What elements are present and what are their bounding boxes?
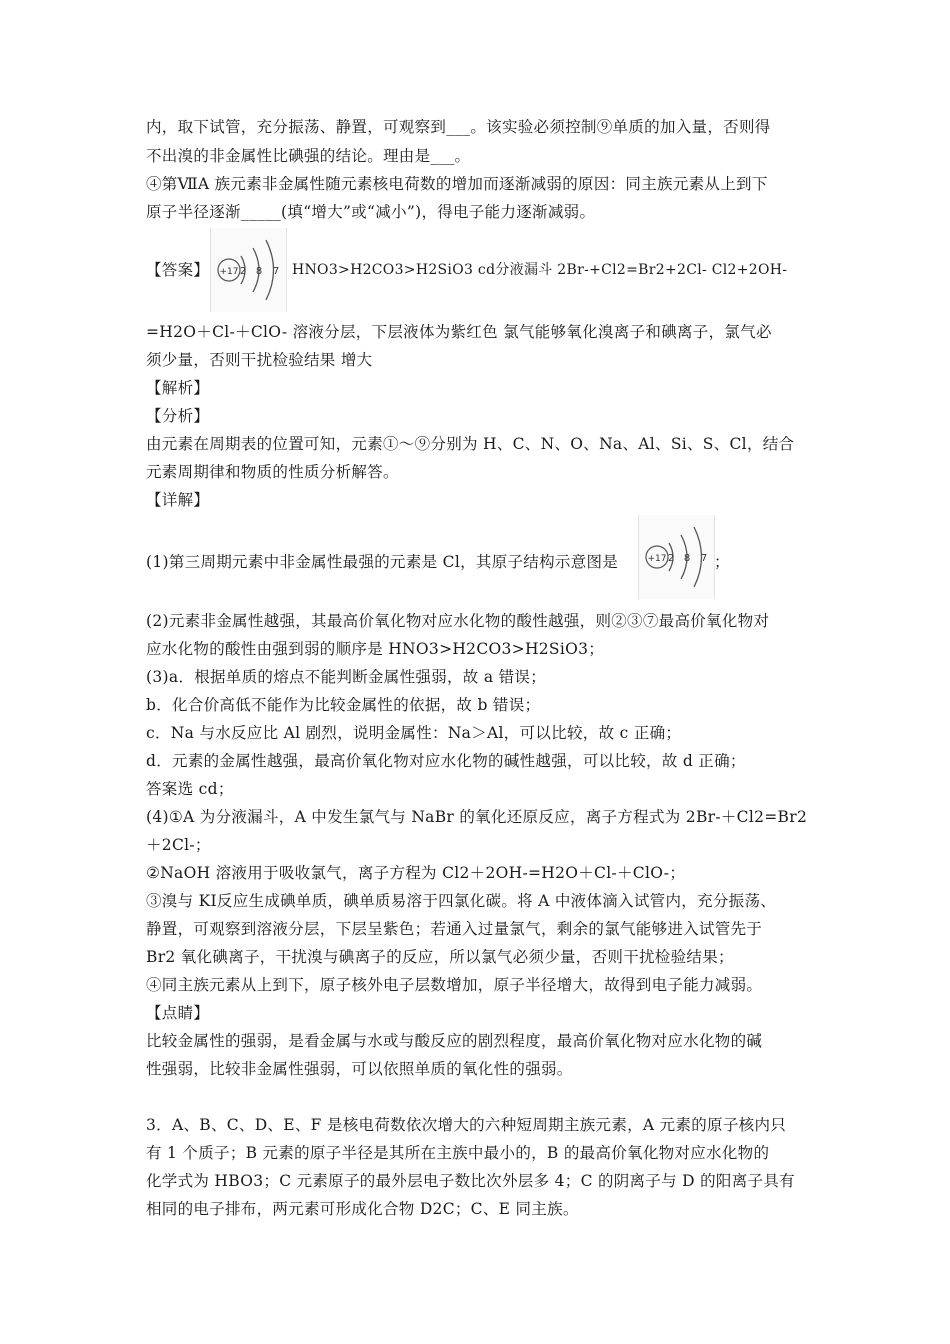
text-line: 应水化物的酸性由强到弱的顺序是 HNO3>H2CO3>H2SiO3；: [146, 640, 605, 658]
text-line: (4)①A 为分液漏斗，A 中发生氯气与 NaBr 的氧化还原反应，离子方程式为 2Br-＋Cl2=Br2: [146, 808, 808, 826]
text-line: 元素周期律和物质的性质分析解答。: [146, 463, 399, 481]
atom-diagram-svg: [639, 515, 714, 599]
text-line: ；: [714, 553, 730, 571]
text-line: 由元素在周期表的位置可知，元素①～⑨分别为 H、C、N、O、Na、Al、Si、S、Cl，结合: [146, 435, 795, 453]
text-line: ＋2Cl-；: [146, 836, 211, 854]
text-line: 比较金属性的强弱，是看金属与水或与酸反应的剧烈程度，最高价氧化物对应水化物的碱: [146, 1032, 763, 1050]
text-line: Br2 氧化碘离子，干扰溴与碘离子的反应，所以氯气必须少量，否则干扰检验结果；: [146, 948, 734, 966]
text-line: 化学式为 HBO3；C 元素原子的最外层电子数比次外层多 4；C 的阴离子与 D 的阳离子具有: [146, 1172, 795, 1190]
atom-structure-diagram: [210, 228, 287, 312]
text-line: ③溴与 KI反应生成碘单质，碘单质易溶于四氯化碳。将 A 中液体滴入试管内，充分振荡、: [146, 892, 777, 910]
text-line: 答案选 cd；: [146, 780, 234, 798]
text-line: 静置，可观察到溶液分层，下层呈紫色；若通入过量氯气，剩余的氯气能够进入试管先于: [146, 920, 763, 938]
text-line: 须少量，否则干扰检验结果 增大: [146, 351, 373, 369]
atom-structure-diagram: [638, 515, 715, 599]
text-line: (3)a．根据单质的熔点不能判断金属性强弱，故 a 错误；: [146, 668, 546, 686]
text-line: ④第ⅦA 族元素非金属性随元素核电荷数的增加而逐渐减弱的原因：同主族元素从上到下: [146, 175, 768, 193]
section-heading: 【分析】: [146, 407, 210, 425]
shell-electron-count: 7: [700, 553, 708, 564]
text-line: 不出溴的非金属性比碘强的结论。理由是___。: [146, 147, 471, 165]
nucleus-charge-label: +17: [647, 554, 667, 564]
shell-electron-count: 7: [272, 266, 280, 277]
text-line: d．元素的金属性越强，最高价氧化物对应水化物的碱性越强，可以比较，故 d 正确；: [146, 752, 746, 770]
text-line: c．Na 与水反应比 Al 剧烈，说明金属性：Na＞Al，可以比较，故 c 正确；: [146, 724, 682, 742]
answer-line: HNO3>H2CO3>H2SiO3 cd分液漏斗 2Br-+Cl2=Br2+2Cl- Cl2+2OH-: [292, 262, 788, 278]
text-line: =H2O＋Cl-＋ClO- 溶液分层，下层液体为紫红色 氯气能够氧化溴离子和碘离子，氯气必: [146, 323, 772, 341]
text-line: (1)第三周期元素中非金属性最强的元素是 Cl，其原子结构示意图是: [146, 553, 619, 571]
section-heading: 【详解】: [146, 491, 210, 509]
shell-electron-count: 8: [683, 553, 691, 564]
text-line: (2)元素非金属性越强，其最高价氧化物对应水化物的酸性越强，则②③⑦最高价氧化物对: [146, 612, 770, 630]
text-line: ②NaOH 溶液用于吸收氯气，离子方程为 Cl2＋2OH-=H2O＋Cl-＋ClO-；: [146, 864, 686, 882]
question-3-line: 3．A、B、C、D、E、F 是核电荷数依次增大的六种短周期主族元素，A 元素的原子核内只: [146, 1116, 787, 1134]
text-line: 性强弱，比较非金属性强弱，可以依照单质的氧化性的强弱。: [146, 1060, 573, 1078]
text-line: 有 1 个质子；B 元素的原子半径是其所在主族中最小的，B 的最高价氧化物对应水化物的: [146, 1144, 770, 1162]
section-heading: 【点睛】: [146, 1004, 210, 1022]
section-heading: 【解析】: [146, 379, 210, 397]
nucleus-charge-label: +17: [219, 267, 239, 277]
text-line: b．化合价高低不能作为比较金属性的依据，故 b 错误；: [146, 696, 541, 714]
shell-electron-count: 8: [255, 266, 263, 277]
text-line: ④同主族元素从上到下，原子核外电子层数增加，原子半径增大，故得到电子能力减弱。: [146, 976, 763, 994]
answer-heading: 【答案】: [146, 261, 210, 279]
shell-electron-count: 2: [239, 266, 247, 277]
text-line: 内，取下试管，充分振荡、静置，可观察到___。该实验必须控制⑨单质的加入量，否则得: [146, 118, 771, 136]
text-line: 相同的电子排布，两元素可形成化合物 D2C；C、E 同主族。: [146, 1200, 579, 1218]
text-line: 原子半径逐渐_____(填“增大”或“减小”)，得电子能力逐渐减弱。: [146, 203, 596, 221]
atom-diagram-svg: [211, 228, 286, 312]
shell-electron-count: 2: [667, 553, 675, 564]
